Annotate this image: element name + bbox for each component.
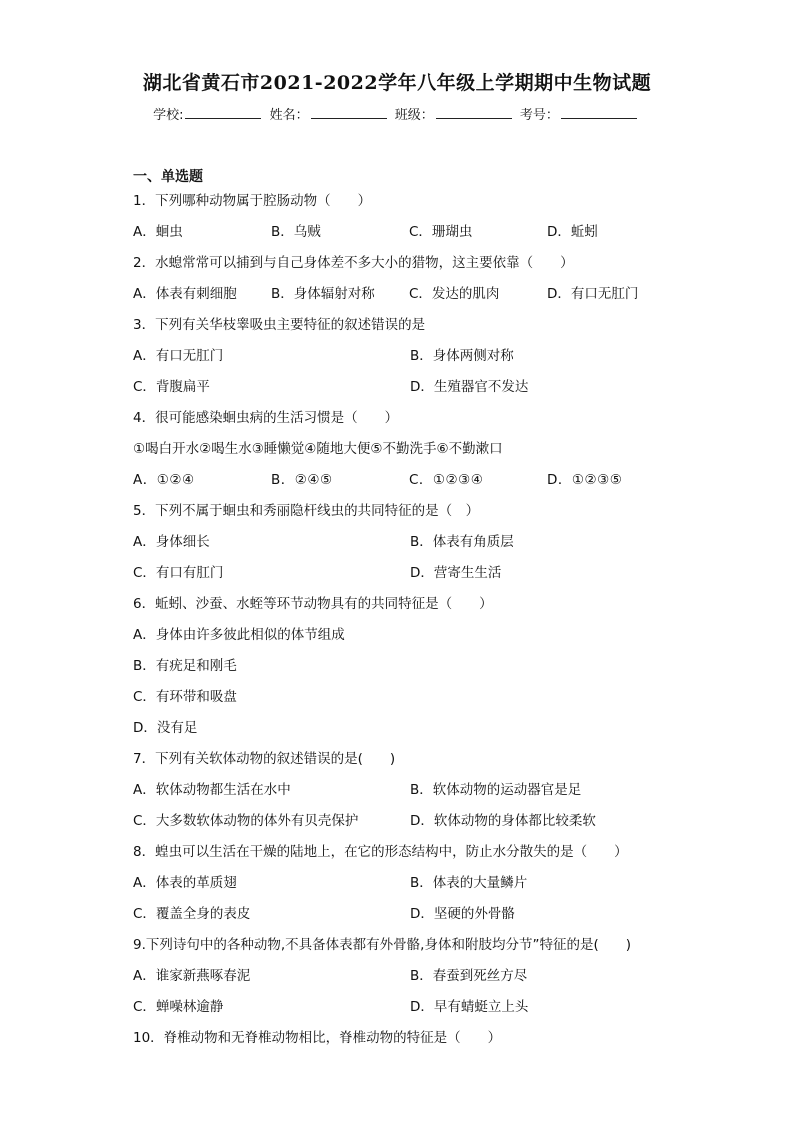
name-label: 姓名：	[269, 108, 309, 123]
option-c[interactable]: C．蝉噪林逾静	[133, 999, 224, 1015]
question-8-stem: 8．蝗虫可以生活在干燥的陆地上，在它的形态结构中，防止水分散失的是（ ）	[133, 844, 628, 860]
question-list	[133, 190, 693, 1058]
option-a[interactable]: A．①②④	[133, 472, 195, 488]
option-b[interactable]: B．体表的大量鳞片	[410, 875, 528, 891]
section-heading: 一、单选题	[133, 169, 203, 185]
question-5-options-row2	[133, 562, 693, 593]
option-a[interactable]: A．身体细长	[133, 534, 210, 550]
option-b[interactable]: B．有疣足和刚毛	[133, 658, 237, 674]
name-blank[interactable]	[311, 106, 387, 119]
exam-number-label: 考号：	[519, 108, 559, 123]
option-d[interactable]: D．有口无肛门	[547, 286, 639, 302]
question-1-stem: 1．下列哪种动物属于腔肠动物（ ）	[133, 193, 372, 209]
option-b[interactable]: B．春蚕到死丝方尽	[410, 968, 528, 984]
question-7-options-row1	[133, 779, 693, 810]
question-5-stem: 5．下列不属于蛔虫和秀丽隐杆线虫的共同特征的是（ ）	[133, 503, 480, 519]
question-3-options-row2	[133, 376, 693, 407]
option-d[interactable]: D．生殖器官不发达	[410, 379, 529, 395]
question-4-options	[133, 469, 693, 500]
option-c[interactable]: C．覆盖全身的表皮	[133, 906, 251, 922]
question-10-stem: 10．脊椎动物和无脊椎动物相比，脊椎动物的特征是（ ）	[133, 1030, 502, 1046]
question-3-options-row1	[133, 345, 693, 376]
option-a[interactable]: A．体表的革质翅	[133, 875, 237, 891]
option-a[interactable]: A．谁家新燕啄春泥	[133, 968, 251, 984]
option-d[interactable]: D．营寄生生活	[410, 565, 502, 581]
option-c[interactable]: C．大多数软体动物的体外有贝壳保护	[133, 813, 359, 829]
option-d[interactable]: D．软体动物的身体都比较柔软	[410, 813, 596, 829]
question-9-options-row2	[133, 996, 693, 1027]
option-c[interactable]: C．有口有肛门	[133, 565, 224, 581]
question-3-stem: 3．下列有关华枝睾吸虫主要特征的叙述错误的是	[133, 317, 426, 333]
option-d[interactable]: D．早有蜻蜓立上头	[410, 999, 529, 1015]
option-b[interactable]: B．身体两侧对称	[410, 348, 514, 364]
school-blank[interactable]	[185, 106, 261, 119]
option-d[interactable]: D．没有足	[133, 720, 198, 736]
option-b[interactable]: B．软体动物的运动器官是足	[410, 782, 582, 798]
exam-number-blank[interactable]	[561, 106, 637, 119]
option-b[interactable]: B．乌贼	[271, 224, 321, 240]
page-title: 湖北省黄石市2021-2022学年八年级上学期期中生物试题	[142, 72, 652, 94]
option-b[interactable]: B．②④⑤	[271, 472, 333, 488]
school-label: 学校:	[153, 108, 184, 123]
option-a[interactable]: A．软体动物都生活在水中	[133, 782, 291, 798]
option-b[interactable]: B．体表有角质层	[410, 534, 514, 550]
question-2-options	[133, 283, 693, 314]
question-6-stem: 6．蚯蚓、沙蚕、水蛭等环节动物具有的共同特征是（ ）	[133, 596, 493, 612]
option-a[interactable]: A．有口无肛门	[133, 348, 224, 364]
question-5-options-row1	[133, 531, 693, 562]
question-4-statements: ①喝白开水②喝生水③睡懒觉④随地大便⑤不勤洗手⑥不勤漱口	[133, 441, 503, 457]
question-9-options-row1	[133, 965, 693, 996]
question-8-options-row2	[133, 903, 693, 934]
option-b[interactable]: B．身体辐射对称	[271, 286, 375, 302]
question-2-stem: 2．水螅常常可以捕到与自己身体差不多大小的猎物，这主要依靠（ ）	[133, 255, 574, 271]
option-a[interactable]: A．蛔虫	[133, 224, 183, 240]
question-7-options-row2	[133, 810, 693, 841]
class-blank[interactable]	[436, 106, 512, 119]
question-1-options	[133, 221, 693, 252]
class-label: 班级：	[394, 108, 434, 123]
question-4-stem: 4．很可能感染蛔虫病的生活习惯是（ ）	[133, 410, 399, 426]
option-d[interactable]: D．蚯蚓	[547, 224, 598, 240]
question-8-options-row1	[133, 872, 693, 903]
option-d[interactable]: D．①②③⑤	[547, 472, 623, 488]
option-c[interactable]: C．发达的肌肉	[409, 286, 500, 302]
option-c[interactable]: C．背腹扁平	[133, 379, 210, 395]
option-c[interactable]: C．珊瑚虫	[409, 224, 473, 240]
option-a[interactable]: A．身体由许多彼此相似的体节组成	[133, 627, 345, 643]
option-c[interactable]: C．有环带和吸盘	[133, 689, 237, 705]
option-d[interactable]: D．坚硬的外骨骼	[410, 906, 515, 922]
question-7-stem: 7．下列有关软体动物的叙述错误的是( )	[133, 751, 396, 767]
question-9-stem: 9.下列诗句中的各种动物,不具备体表都有外骨骼,身体和附肢均分节”特征的是( )	[133, 937, 631, 953]
option-c[interactable]: C．①②③④	[409, 472, 484, 488]
student-info-row	[0, 104, 794, 123]
option-a[interactable]: A．体表有刺细胞	[133, 286, 237, 302]
